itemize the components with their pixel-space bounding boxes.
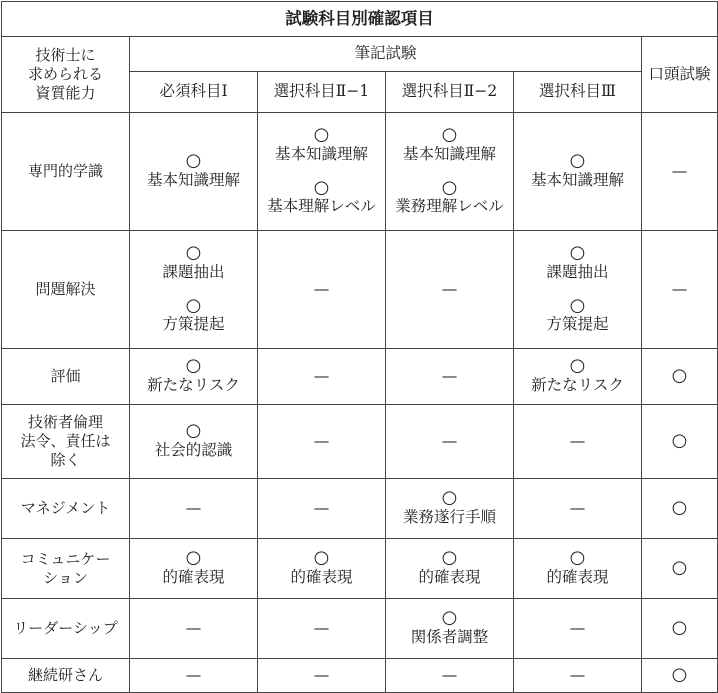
ability-label (2, 599, 130, 659)
circle-mark: ○ (313, 547, 330, 569)
circle-mark: ○ (185, 547, 202, 569)
dash-mark: — (185, 618, 202, 637)
subject-cell (130, 231, 258, 349)
subject-cell (130, 405, 258, 479)
table-row (2, 599, 718, 659)
ability-label-line: 技術者倫理 (27, 413, 103, 432)
subject-cell (386, 479, 514, 539)
check-item: 的確表現 (418, 568, 481, 587)
circle-mark: ○ (185, 420, 202, 442)
circle-mark: ○ (569, 150, 586, 172)
dash-mark: — (313, 618, 330, 637)
dash-mark: — (313, 431, 330, 450)
dash-mark: — (185, 498, 202, 517)
table-title: 試験科目別確認項目 (2, 2, 718, 37)
subject-header: 選択科目Ⅱ−2 (386, 72, 514, 113)
subject-cell (386, 659, 514, 693)
subject-cell (386, 405, 514, 479)
subject-cell (514, 231, 642, 349)
subject-cell (386, 539, 514, 599)
circle-mark: ○ (569, 242, 586, 264)
subject-cell (130, 479, 258, 539)
dash-mark: — (313, 366, 330, 385)
circle-mark: ○ (671, 365, 688, 387)
ability-label-line: 継続研さん (27, 666, 103, 685)
subject-cell (514, 405, 642, 479)
dash-mark: — (441, 431, 458, 450)
confirmation-table (1, 1, 718, 693)
subject-cell (386, 349, 514, 405)
circle-mark: ○ (671, 557, 688, 579)
oral-cell (642, 479, 718, 539)
subject-cell (514, 349, 642, 405)
subject-cell (258, 599, 386, 659)
written-exam-header: 筆記試験 (130, 37, 642, 72)
ability-column-header (2, 37, 130, 113)
subject-cell (258, 479, 386, 539)
circle-mark: ○ (185, 355, 202, 377)
circle-mark: ○ (671, 664, 688, 686)
oral-cell (642, 599, 718, 659)
check-item: 関係者調整 (410, 628, 489, 647)
table-body (2, 113, 718, 693)
check-item: 課題抽出 (162, 263, 225, 282)
check-item: 的確表現 (546, 568, 609, 587)
subject-cell (514, 539, 642, 599)
subject-cell (514, 479, 642, 539)
table-row (2, 479, 718, 539)
dash-mark: — (569, 431, 586, 450)
check-item: 的確表現 (290, 568, 353, 587)
subject-cell (130, 349, 258, 405)
check-item: 方策提起 (546, 315, 609, 334)
circle-mark: ○ (441, 487, 458, 509)
oral-cell (642, 113, 718, 231)
check-item: 的確表現 (162, 568, 225, 587)
ability-label (2, 405, 130, 479)
dash-mark: — (313, 498, 330, 517)
subject-cell (514, 659, 642, 693)
ability-label-line: リーダーシップ (13, 619, 118, 638)
ability-header-line: 資質能力 (35, 83, 96, 102)
subject-cell (258, 349, 386, 405)
circle-mark: ○ (569, 355, 586, 377)
dash-mark: — (671, 279, 688, 298)
table-row (2, 659, 718, 693)
subject-cell (258, 405, 386, 479)
circle-mark: ○ (185, 294, 202, 316)
check-item: 新たなリスク (147, 376, 240, 395)
check-item: 基本理解レベル (267, 197, 376, 216)
table-row (2, 231, 718, 349)
ability-label (2, 659, 130, 693)
ability-label-line: 問題解決 (35, 280, 96, 299)
ability-label-line: 専門的学識 (27, 162, 103, 181)
check-item: 方策提起 (162, 315, 225, 334)
dash-mark: — (569, 665, 586, 684)
dash-mark: — (185, 665, 202, 684)
ability-label-line: 除く (50, 450, 81, 469)
check-item: 社会的認識 (154, 441, 233, 460)
oral-cell (642, 659, 718, 693)
ability-header-line: 求められる (27, 65, 103, 84)
circle-mark: ○ (313, 124, 330, 146)
circle-mark: ○ (671, 430, 688, 452)
dash-mark: — (441, 366, 458, 385)
subject-cell (514, 113, 642, 231)
subject-cell (130, 539, 258, 599)
dash-mark: — (671, 161, 688, 180)
dash-mark: — (569, 618, 586, 637)
circle-mark: ○ (569, 547, 586, 569)
oral-cell (642, 539, 718, 599)
circle-mark: ○ (671, 497, 688, 519)
check-item: 業務遂行手順 (402, 508, 496, 527)
circle-mark: ○ (441, 124, 458, 146)
oral-cell (642, 349, 718, 405)
ability-label (2, 231, 130, 349)
ability-label-line: コミュニケー (20, 549, 111, 568)
dash-mark: — (441, 665, 458, 684)
dash-mark: — (441, 279, 458, 298)
oral-exam-header: 口頭試験 (642, 37, 718, 113)
table-row (2, 539, 718, 599)
ability-label-line: 評価 (50, 367, 81, 386)
check-item: 基本知識理解 (530, 171, 624, 190)
ability-label (2, 479, 130, 539)
table-row (2, 405, 718, 479)
check-item: 基本知識理解 (274, 145, 368, 164)
dash-mark: — (569, 498, 586, 517)
subject-cell (514, 599, 642, 659)
subject-header: 選択科目Ⅱ−1 (258, 72, 386, 113)
check-item: 課題抽出 (546, 263, 609, 282)
circle-mark: ○ (671, 617, 688, 639)
ability-label-line: マネジメント (20, 499, 111, 518)
check-item: 新たなリスク (531, 376, 624, 395)
ability-label-line: ション (43, 568, 88, 587)
circle-mark: ○ (441, 176, 458, 198)
subject-header: 選択科目Ⅲ (514, 72, 642, 113)
ability-label (2, 539, 130, 599)
circle-mark: ○ (569, 294, 586, 316)
table-row (2, 113, 718, 231)
subject-cell (258, 231, 386, 349)
circle-mark: ○ (185, 242, 202, 264)
circle-mark: ○ (441, 607, 458, 629)
check-item: 業務理解レベル (395, 197, 504, 216)
circle-mark: ○ (313, 176, 330, 198)
check-item: 基本知識理解 (146, 171, 240, 190)
circle-mark: ○ (185, 150, 202, 172)
subject-cell (386, 599, 514, 659)
subject-cell (386, 231, 514, 349)
subject-cell (258, 539, 386, 599)
check-item: 基本知識理解 (402, 145, 496, 164)
subject-cell (130, 659, 258, 693)
oral-cell (642, 405, 718, 479)
ability-label (2, 349, 130, 405)
subject-cell (258, 113, 386, 231)
subject-cell (130, 599, 258, 659)
dash-mark: — (313, 279, 330, 298)
subject-cell (258, 659, 386, 693)
oral-cell (642, 231, 718, 349)
subject-header: 必須科目Ⅰ (130, 72, 258, 113)
ability-header-line: 技術士に (35, 46, 96, 65)
table-row (2, 349, 718, 405)
ability-label-line: 法令、責任は (20, 432, 111, 451)
ability-label (2, 113, 130, 231)
subject-cell (386, 113, 514, 231)
dash-mark: — (313, 665, 330, 684)
circle-mark: ○ (441, 547, 458, 569)
subject-cell (130, 113, 258, 231)
